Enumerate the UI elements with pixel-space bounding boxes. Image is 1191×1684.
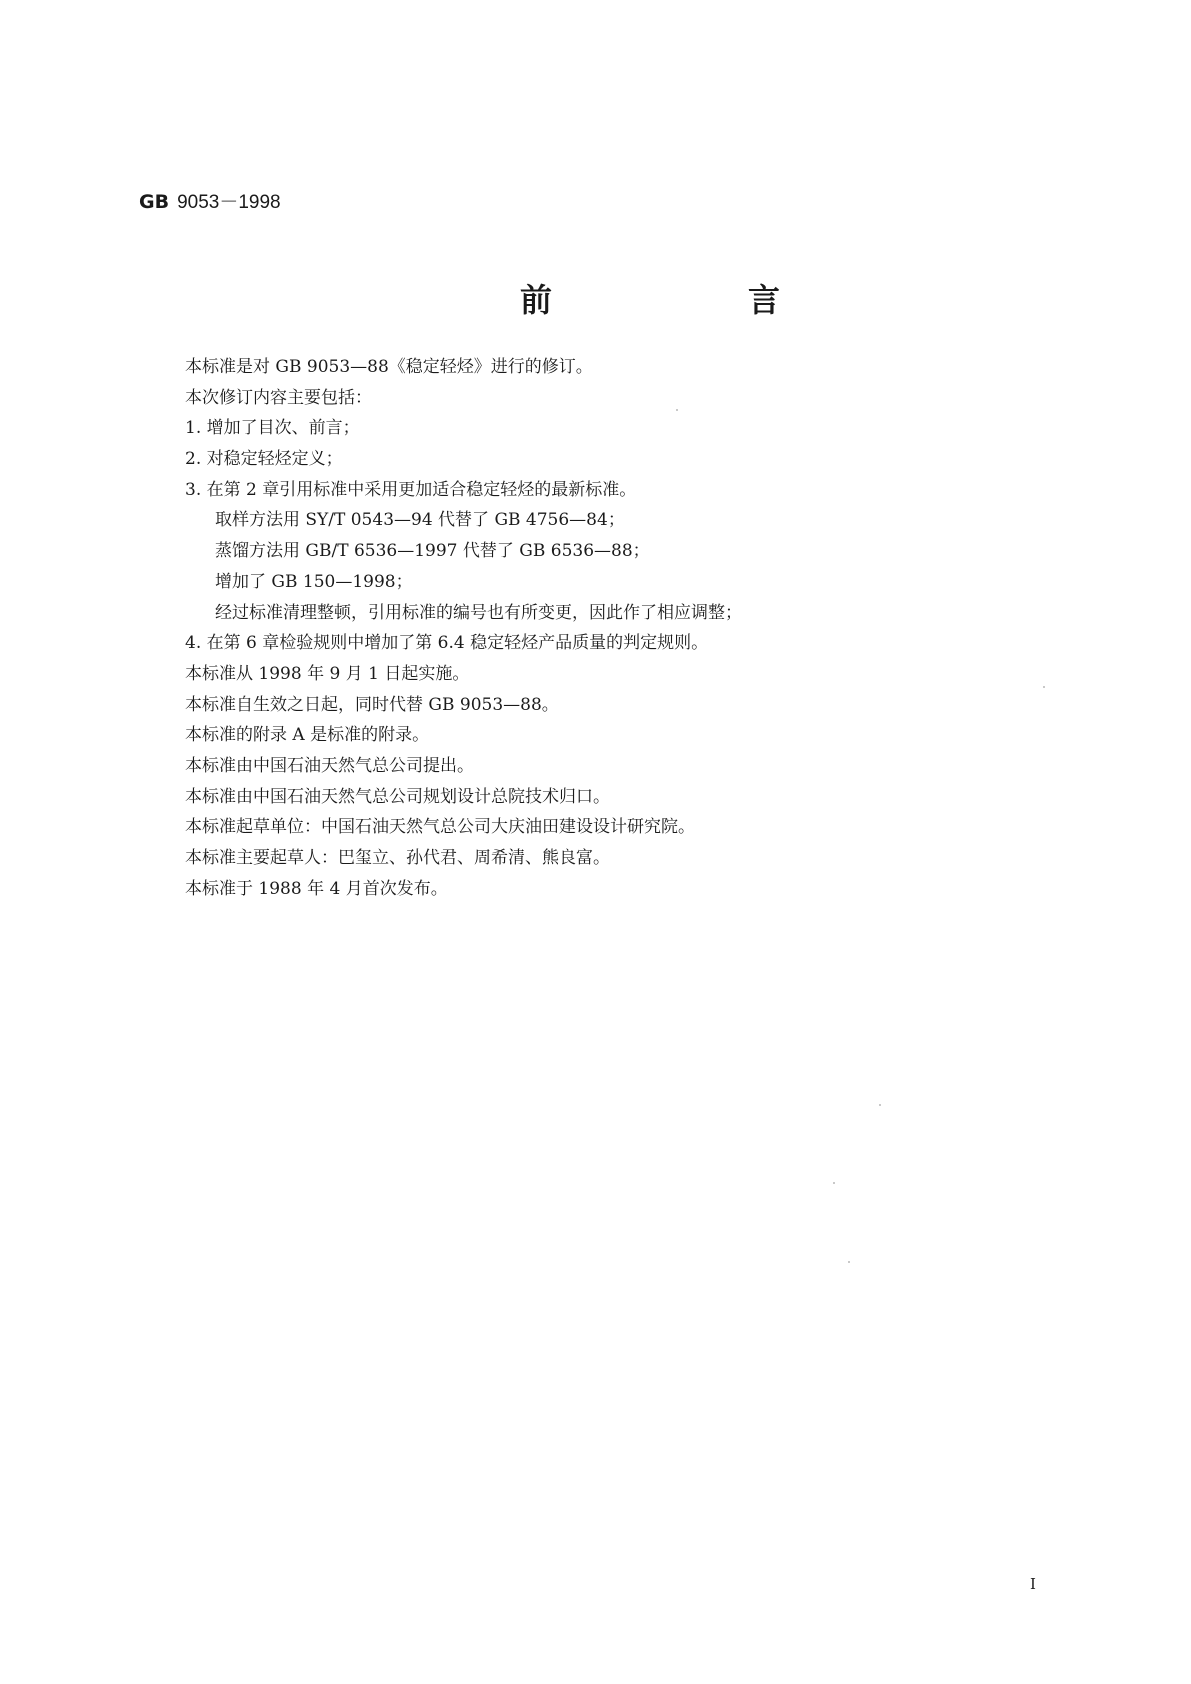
body-line: 本标准由中国石油天然气总公司提出。 <box>185 755 474 776</box>
body-line: 本标准由中国石油天然气总公司规划设计总院技术归口。 <box>185 786 610 807</box>
body-line: 本标准自生效之日起，同时代替 GB 9053—88。 <box>185 694 559 715</box>
standard-number <box>139 190 281 215</box>
body-line: 1. 增加了目次、前言； <box>185 418 360 439</box>
body-line: 4. 在第 6 章检验规则中增加了第 6.4 稳定轻烃产品质量的判定规则。 <box>185 633 709 654</box>
scan-speck <box>833 1182 835 1184</box>
standard-prefix: GB <box>139 191 170 213</box>
standard-code: 9053－1998 <box>177 192 281 213</box>
body-line: 本标准从 1998 年 9 月 1 日起实施。 <box>185 663 470 684</box>
body-line: 增加了 GB 150—1998； <box>215 571 413 592</box>
scan-speck <box>879 1104 881 1106</box>
scan-speck <box>676 409 678 411</box>
page-number: I <box>1030 1575 1036 1593</box>
body-line: 本标准是对 GB 9053—88《稳定轻烃》进行的修订。 <box>185 357 593 377</box>
body-line: 本标准于 1988 年 4 月首次发布。 <box>185 878 448 899</box>
body-line: 本标准起草单位：中国石油天然气总公司大庆油田建设设计研究院。 <box>185 817 695 838</box>
body-line: 2. 对稳定轻烃定义； <box>185 449 343 470</box>
body-line: 蒸馏方法用 GB/T 6536—1997 代替了 GB 6536—88； <box>215 541 650 562</box>
body-line: 本标准的附录 A 是标准的附录。 <box>185 725 430 746</box>
body-line: 本标准主要起草人：巴玺立、孙代君、周希清、熊良富。 <box>185 848 610 868</box>
body-line: 取样方法用 SY/T 0543—94 代替了 GB 4756—84； <box>215 510 625 531</box>
foreword-body <box>185 352 1085 904</box>
body-line: 本次修订内容主要包括： <box>185 387 372 408</box>
scan-speck <box>1043 686 1045 688</box>
body-line: 3. 在第 2 章引用标准中采用更加适合稳定轻烃的最新标准。 <box>185 479 637 500</box>
page-title: 前 言 <box>520 281 863 319</box>
scan-speck <box>848 1261 850 1263</box>
body-line: 经过标准清理整顿，引用标准的编号也有所变更，因此作了相应调整； <box>215 602 742 623</box>
